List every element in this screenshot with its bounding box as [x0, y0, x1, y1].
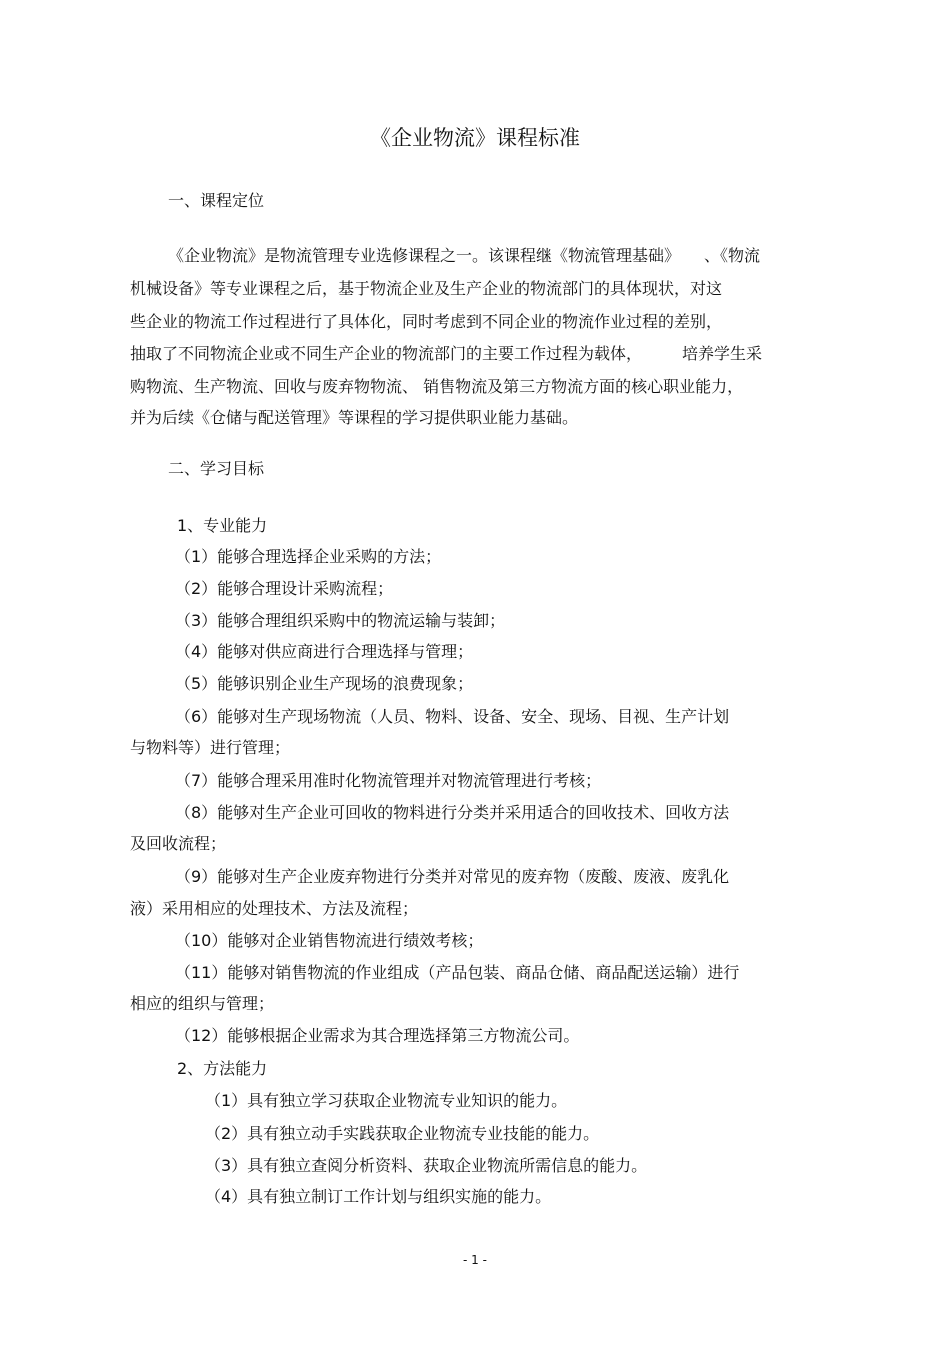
paragraph-line: 并为后续《仓储与配送管理》等课程的学习提供职业能力基础。	[130, 408, 579, 427]
list-item: （3）具有独立查阅分析资料、获取企业物流所需信息的能力。	[205, 1156, 648, 1175]
list-item: （12）能够根据企业需求为其合理选择第三方物流公司。	[175, 1026, 580, 1045]
list-item: （8）能够对生产企业可回收的物料进行分类并采用适合的回收技术、回收方法	[175, 803, 730, 822]
page-number: - 1 -	[463, 1253, 487, 1267]
list-item-continuation: 相应的组织与管理；	[130, 994, 275, 1013]
paragraph-line: 《企业物流》是物流管理专业选修课程之一。该课程继《物流管理基础》 、《物流	[168, 246, 761, 265]
paragraph-line: 机械设备》等专业课程之后，基于物流企业及生产企业的物流部门的具体现状，对这	[130, 279, 723, 298]
section-heading-course-position: 一、课程定位	[168, 191, 265, 210]
list-item: （2）具有独立动手实践获取企业物流专业技能的能力。	[205, 1124, 600, 1143]
list-item: （2）能够合理设计采购流程；	[175, 579, 394, 598]
list-item: （6）能够对生产现场物流（人员、物料、设备、安全、现场、目视、生产计划	[175, 707, 730, 726]
list-item-continuation: 及回收流程；	[130, 834, 227, 853]
list-item-continuation: 液）采用相应的处理技术、方法及流程；	[130, 899, 419, 918]
list-item: （4）能够对供应商进行合理选择与管理；	[175, 642, 474, 661]
list-item: （3）能够合理组织采购中的物流运输与装卸；	[175, 611, 506, 630]
list-item: （11）能够对销售物流的作业组成（产品包装、商品仓储、商品配送运输）进行	[175, 963, 740, 982]
list-item: （5）能够识别企业生产现场的浪费现象；	[175, 674, 474, 693]
document-title: 《企业物流》课程标准	[370, 126, 580, 150]
list-item: （1）能够合理选择企业采购的方法；	[175, 547, 442, 566]
paragraph-line: 抽取了不同物流企业或不同生产企业的物流部门的主要工作过程为载体， 培养学生采	[130, 344, 763, 363]
paragraph-line: 购物流、生产物流、回收与废弃物物流、 销售物流及第三方物流方面的核心职业能力，	[130, 377, 744, 396]
list-item: （10）能够对企业销售物流进行绩效考核；	[175, 931, 484, 950]
paragraph-line: 些企业的物流工作过程进行了具体化，同时考虑到不同企业的物流作业过程的差别，	[130, 312, 723, 331]
list-item: （4）具有独立制订工作计划与组织实施的能力。	[205, 1187, 552, 1206]
subsection-heading-professional: 1、专业能力	[177, 516, 268, 535]
list-item: （9）能够对生产企业废弃物进行分类并对常见的废弃物（废酸、废液、废乳化	[175, 867, 730, 886]
list-item: （7）能够合理采用准时化物流管理并对物流管理进行考核；	[175, 771, 602, 790]
list-item: （1）具有独立学习获取企业物流专业知识的能力。	[205, 1091, 568, 1110]
subsection-heading-method: 2、方法能力	[177, 1059, 268, 1078]
list-item-continuation: 与物料等）进行管理；	[130, 738, 291, 757]
section-heading-learning-goals: 二、学习目标	[168, 459, 265, 478]
